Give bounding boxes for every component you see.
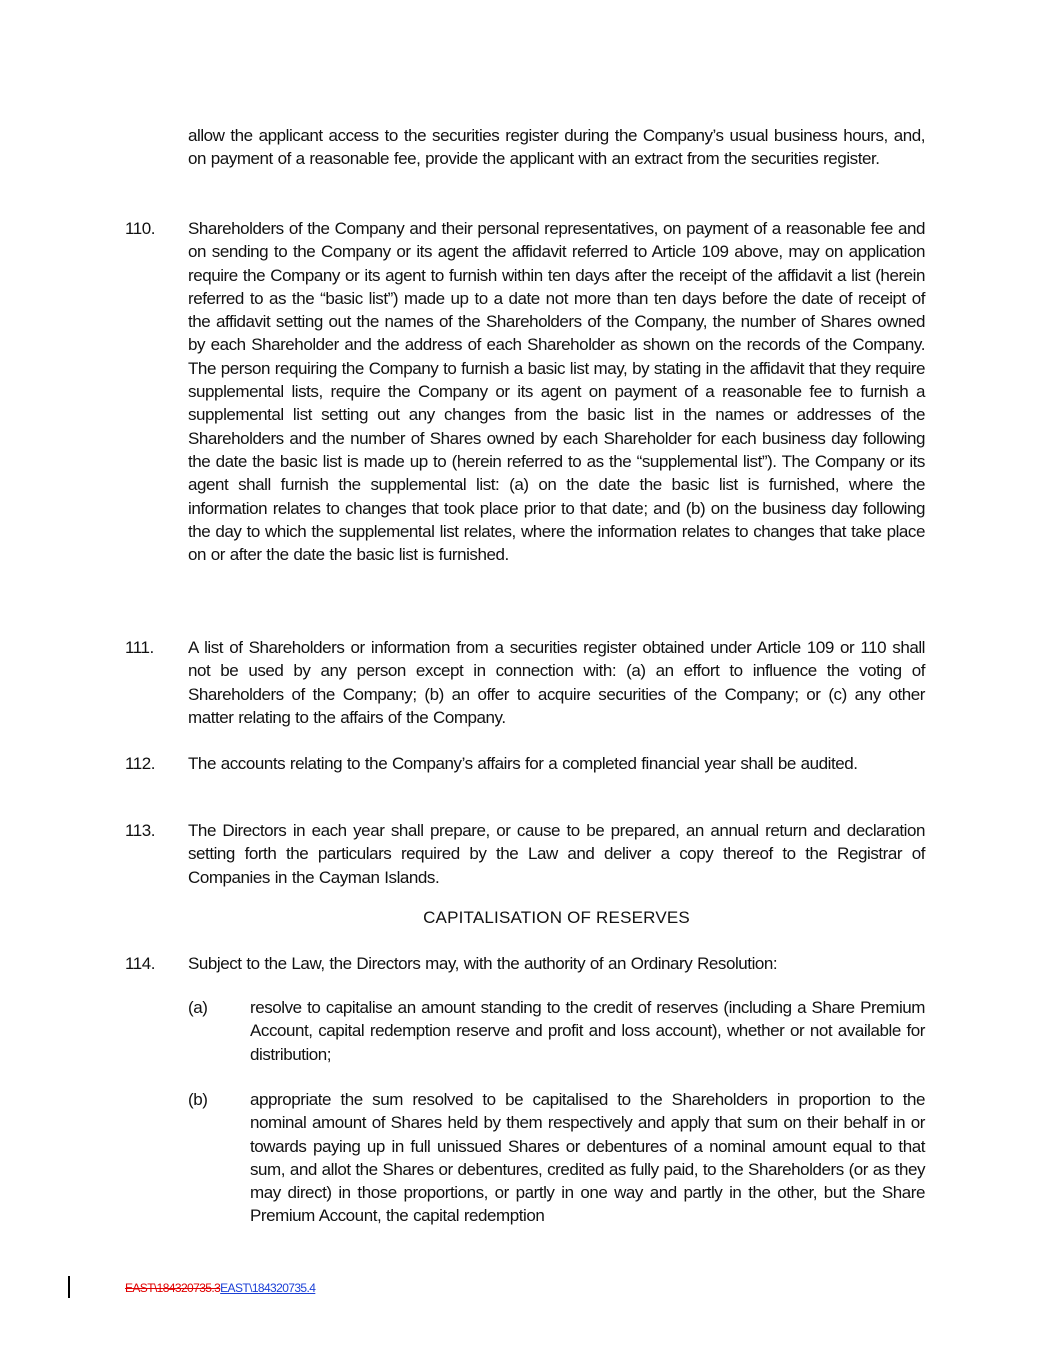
article-114 — [125, 952, 925, 975]
article-112 — [125, 752, 925, 775]
item-label: (b) — [188, 1090, 208, 1109]
article-number: 111. — [125, 638, 154, 657]
section-heading: CAPITALISATION OF RESERVES — [423, 908, 690, 927]
article-number: 113. — [125, 821, 156, 840]
article-113 — [125, 819, 925, 889]
item-label: (a) — [188, 998, 208, 1017]
article-text: A list of Shareholders or information from a securities register obtained under Article 109 or 110 shall not be used by any person except in connection with: (a) an effort to influence the voting of Shareholders of the Company; (b) an offer to acquire securities of the Company; or (c) any other matter relating to the affairs of the Company. — [188, 638, 925, 727]
document-footer — [125, 1280, 315, 1296]
article-114-item-a — [188, 996, 925, 1066]
article-text: Shareholders of the Company and their personal representatives, on payment of a reasonable fee and on sending to the Company or its agent the affidavit referred to Article 109 above, may on application require the Company or its agent to furnish within ten days after the receipt of the affidavit a list (herein referred to as the “basic list”) made up to a date not more than ten days before the date of receipt of the affidavit setting out the names of the Shareholders of the Company, the number of Shares owned by each Shareholder and the address of each Shareholder as shown on the records of the Company. The person requiring the Company to furnish a basic list may, by stating in the affidavit that they require supplemental lists, require the Company or its agent on payment of a reasonable fee to furnish a supplemental list setting out any changes from the basic list in the names or addresses of the Shareholders and the number of Shares owned by each Shareholder for each business day following the date the basic list is made up to (herein referred to as the “supplemental list”). The Company or its agent shall furnish the supplemental list: (a) on the date the basic list is furnished, where the information relates to changes that took place prior to that date; and (b) on the business day following the day to which the supplemental list relates, where the information relates to changes that take place on or after the date the basic list is furnished. — [188, 219, 925, 565]
change-bar — [68, 1276, 70, 1298]
article-number: 110. — [125, 219, 156, 238]
article-text: The accounts relating to the Company’s affairs for a completed financial year shall be audited. — [188, 754, 858, 773]
article-111 — [125, 636, 925, 729]
item-text: appropriate the sum resolved to be capitalised to the Shareholders in proportion to the nominal amount of Shares held by them respectively and apply that sum on their behalf in or towards paying up in full unissued Shares or debentures of a nominal amount equal to that sum, and allot the Shares or debentures, credited as fully paid, to the Shareholders (or as they may direct) in those proportions, or partly in one way and partly in the other, but the Share Premium Account, the capital redemption — [250, 1090, 925, 1226]
article-110 — [125, 217, 925, 566]
article-number: 114. — [125, 954, 156, 973]
article-109-continuation: allow the applicant access to the securities register during the Company’s usual business hours, and, on payment of a reasonable fee, provide the applicant with an extract from the securities register. — [188, 126, 925, 169]
article-text: Subject to the Law, the Directors may, with the authority of an Ordinary Resolution: — [188, 954, 778, 973]
item-text: resolve to capitalise an amount standing to the credit of reserves (including a Share Premium Account, capital redemption reserve and profit and loss account), whether or not available for distribution; — [250, 998, 925, 1064]
footer-deleted-ref: EAST\184320735.3 — [125, 1281, 221, 1295]
article-number: 112. — [125, 754, 156, 773]
article-114-item-b — [188, 1088, 925, 1228]
footer-inserted-ref: EAST\184320735.4 — [220, 1281, 316, 1295]
article-text: The Directors in each year shall prepare, or cause to be prepared, an annual return and declaration setting forth the particulars required by the Law and deliver a copy thereof to the Registrar of Companies in the Cayman Islands. — [188, 821, 925, 887]
